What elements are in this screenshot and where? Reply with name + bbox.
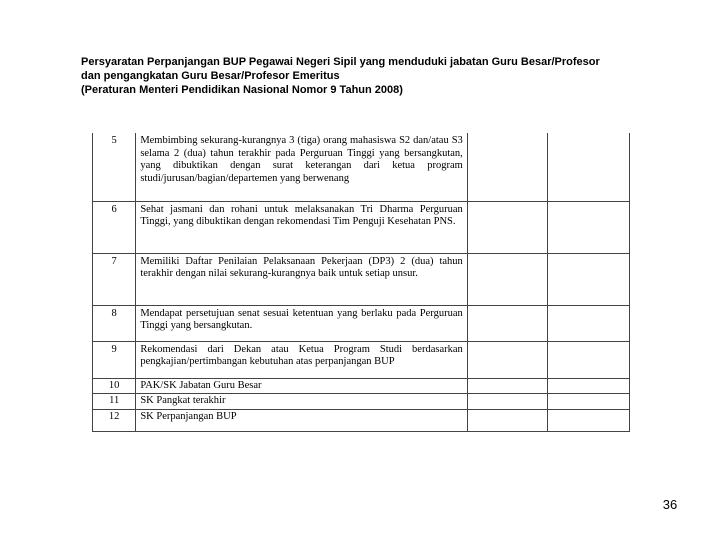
row-number: 7 bbox=[93, 253, 136, 305]
page-number: 36 bbox=[662, 497, 678, 512]
requirements-table-wrap bbox=[92, 133, 630, 432]
row-number: 11 bbox=[93, 394, 136, 410]
header-regulation: (Peraturan Menteri Pendidikan Nasional Nomor 9 Tahun 2008) bbox=[81, 84, 403, 96]
check-cell bbox=[467, 201, 548, 253]
table-row bbox=[93, 253, 630, 305]
row-number: 6 bbox=[93, 201, 136, 253]
row-text: Memiliki Daftar Penilaian Pelaksanaan Pekerjaan (DP3) 2 (dua) tahun terakhir dengan nilai sekurang-kurangnya baik untuk setiap unsur. bbox=[136, 253, 467, 305]
document-header bbox=[81, 55, 701, 97]
table-row bbox=[93, 305, 630, 341]
row-text: Rekomendasi dari Dekan atau Ketua Program Studi berdasarkan pengkajian/pertimbangan kebutuhan atas perpanjangan BUP bbox=[136, 341, 467, 378]
row-text: SK Pangkat terakhir bbox=[136, 394, 467, 410]
check-cell bbox=[467, 341, 548, 378]
table-row bbox=[93, 394, 630, 410]
header-title: Persyaratan Perpanjangan BUP Pegawai Negeri Sipil yang menduduki jabatan Guru Besar/Profesor bbox=[81, 56, 600, 68]
row-text: SK Perpanjangan BUP bbox=[136, 409, 467, 431]
row-number: 10 bbox=[93, 378, 136, 394]
note-cell bbox=[548, 378, 630, 394]
row-text: Mendapat persetujuan senat sesuai ketentuan yang berlaku pada Perguruan Tinggi yang bersangkutan. bbox=[136, 305, 467, 341]
row-text: Sehat jasmani dan rohani untuk melaksanakan Tri Dharma Perguruan Tinggi, yang dibuktikan dengan rekomendasi Tim Penguji Kesehatan PNS. bbox=[136, 201, 467, 253]
check-cell bbox=[467, 378, 548, 394]
note-cell bbox=[548, 201, 630, 253]
check-cell bbox=[467, 133, 548, 201]
note-cell bbox=[548, 341, 630, 378]
row-number: 9 bbox=[93, 341, 136, 378]
check-cell bbox=[467, 394, 548, 410]
note-cell bbox=[548, 133, 630, 201]
note-cell bbox=[548, 409, 630, 431]
table-row bbox=[93, 133, 630, 201]
note-cell bbox=[548, 305, 630, 341]
table-row bbox=[93, 341, 630, 378]
note-cell bbox=[548, 394, 630, 410]
check-cell bbox=[467, 305, 548, 341]
requirements-table bbox=[92, 133, 630, 432]
note-cell bbox=[548, 253, 630, 305]
table-row bbox=[93, 201, 630, 253]
row-number: 5 bbox=[93, 133, 136, 201]
row-number: 8 bbox=[93, 305, 136, 341]
check-cell bbox=[467, 253, 548, 305]
row-text: PAK/SK Jabatan Guru Besar bbox=[136, 378, 467, 394]
table-row bbox=[93, 378, 630, 394]
check-cell bbox=[467, 409, 548, 431]
table-row bbox=[93, 409, 630, 431]
row-number: 12 bbox=[93, 409, 136, 431]
header-subtitle: dan pengangkatan Guru Besar/Profesor Emeritus bbox=[81, 70, 340, 82]
row-text: Membimbing sekurang-kurangnya 3 (tiga) orang mahasiswa S2 dan/atau S3 selama 2 (dua) tahun terakhir pada Perguruan Tinggi yang bersangkutan, yang dibuktikan dengan surat keterangan dari ketua program studi/jurusan/bagian/departemen yang berwenang bbox=[136, 133, 467, 201]
